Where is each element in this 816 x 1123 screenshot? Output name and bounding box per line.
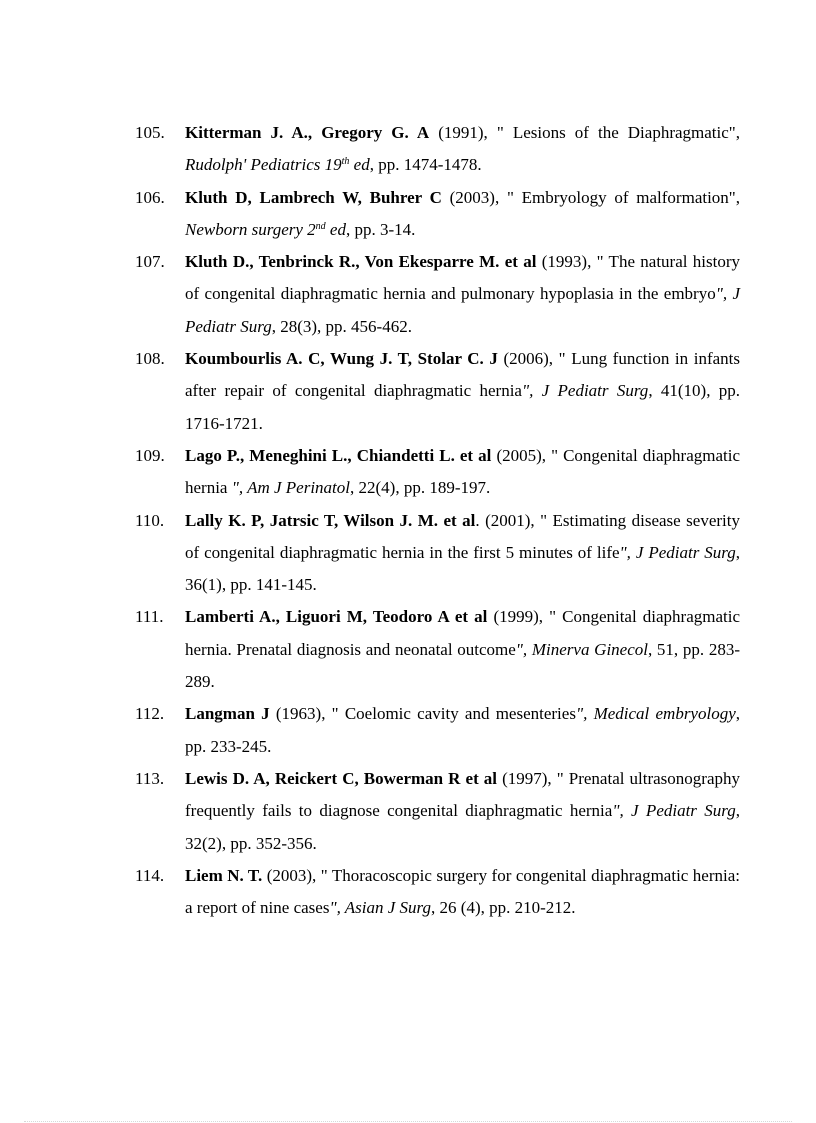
reference-year: (2006), [497, 349, 559, 369]
reference-source: Newborn surgery 2 [185, 219, 316, 239]
reference-item [135, 698, 740, 763]
reference-number: 108. [135, 349, 165, 369]
reference-number: 106. [135, 187, 165, 207]
reference-number: 111. [135, 607, 164, 627]
reference-source: ", J Pediatr Surg [521, 381, 649, 401]
reference-title: " Prenatal ultrasonography frequently fails to diagnose congenital diaphragmatic hernia [185, 768, 741, 821]
reference-year: (1999), [487, 607, 550, 627]
reference-source-tail: ed [325, 219, 346, 239]
reference-item [135, 763, 740, 860]
reference-source: ", Medical embryology [575, 704, 736, 724]
reference-source: ", Asian J Surg [329, 898, 432, 918]
reference-pages: , 32(2), pp. 352-356. [185, 801, 740, 853]
reference-pages: , 26 (4), pp. 210-212. [431, 898, 576, 918]
reference-authors: Langman J [185, 704, 270, 724]
reference-title: " The natural history of congenital diaphragmatic hernia and pulmonary hypoplasia in the embryo [185, 252, 741, 304]
reference-year: (1991), [429, 123, 497, 142]
reference-number: 112. [135, 704, 165, 724]
reference-title: " Lesions of the Diaphragmatic", [496, 123, 740, 142]
reference-source: Rudolph' Pediatrics 19 [185, 155, 342, 175]
reference-number: 110. [135, 510, 165, 530]
reference-item [135, 440, 740, 505]
reference-number: 113. [135, 768, 165, 788]
reference-authors: Lally K. P, Jatrsic T, Wilson J. M. et al [185, 510, 476, 530]
reference-item [135, 601, 740, 698]
reference-authors: Kluth D, Lambrech W, Buhrer C [185, 187, 442, 207]
reference-title: " Congenital diaphragmatic hernia. Prenatal diagnosis and neonatal outcome [185, 607, 741, 659]
reference-year: (1963), [269, 704, 332, 724]
reference-pages: , 41(10), pp. 1716-1721. [185, 381, 740, 433]
reference-authors: Kitterman J. A., Gregory G. A [185, 123, 430, 142]
reference-item [135, 182, 740, 247]
reference-source-tail: ed [349, 155, 370, 175]
reference-pages: , 51, pp. 283-289. [185, 639, 740, 692]
reference-year: (1993), [536, 252, 597, 272]
reference-source: ", Am J Perinatol [231, 478, 350, 498]
reference-pages: , 28(3), pp. 456-462. [271, 316, 412, 336]
reference-number: 105. [135, 123, 165, 142]
reference-item [135, 860, 740, 925]
reference-item [135, 117, 740, 182]
reference-year: (2005), [491, 445, 552, 465]
reference-source: ", J Pediatr Surg [185, 284, 740, 336]
reference-authors: Lago P., Meneghini L., Chiandetti L. et al [185, 445, 492, 465]
reference-pages: , pp. 233-245. [185, 704, 740, 756]
reference-year: (2003), [262, 865, 321, 885]
reference-year: (1997), [497, 768, 557, 788]
reference-title: " Coelomic cavity and mesenteries [331, 704, 576, 724]
page-bottom-rule [24, 1121, 792, 1122]
reference-item [135, 505, 740, 602]
reference-year: . (2001), [475, 510, 541, 530]
reference-number: 107. [135, 252, 165, 272]
reference-year: (2003), [441, 187, 507, 207]
reference-authors: Kluth D., Tenbrinck R., Von Ekesparre M. et al [185, 252, 537, 272]
reference-title: " Embryology of malformation", [506, 187, 740, 207]
reference-item [135, 343, 740, 440]
reference-source: ", Minerva Ginecol [515, 639, 648, 659]
reference-list [135, 117, 740, 924]
reference-number: 114. [135, 865, 165, 885]
reference-pages: , pp. 3-14. [345, 219, 416, 239]
reference-authors: Koumbourlis A. C, Wung J. T, Stolar C. J [185, 349, 498, 369]
reference-source: ", J Pediatr Surg [612, 801, 736, 821]
reference-pages: , 36(1), pp. 141-145. [185, 542, 740, 595]
reference-authors: Lamberti A., Liguori M, Teodoro A et al [185, 607, 488, 627]
reference-title: " Estimating disease severity of congenital diaphragmatic hernia in the first 5 minutes of life [185, 510, 740, 562]
reference-item [135, 246, 740, 343]
reference-pages: , 22(4), pp. 189-197. [350, 478, 491, 498]
reference-authors: Liem N. T. [185, 865, 263, 885]
reference-title: " Lung function in infants after repair of congenital diaphragmatic hernia [185, 349, 740, 401]
reference-source-superscript: th [341, 156, 350, 168]
reference-number: 109. [135, 445, 165, 465]
reference-authors: Lewis D. A, Reickert C, Bowerman R et al [185, 768, 498, 788]
reference-source-superscript: nd [315, 220, 326, 232]
reference-title: " Congenital diaphragmatic hernia [185, 445, 740, 498]
reference-pages: , pp. 1474-1478. [369, 155, 482, 175]
reference-title: " Thoracoscopic surgery for congenital diaphragmatic hernia: a report of nine cases [185, 865, 740, 918]
reference-source: ", J Pediatr Surg [619, 542, 736, 562]
